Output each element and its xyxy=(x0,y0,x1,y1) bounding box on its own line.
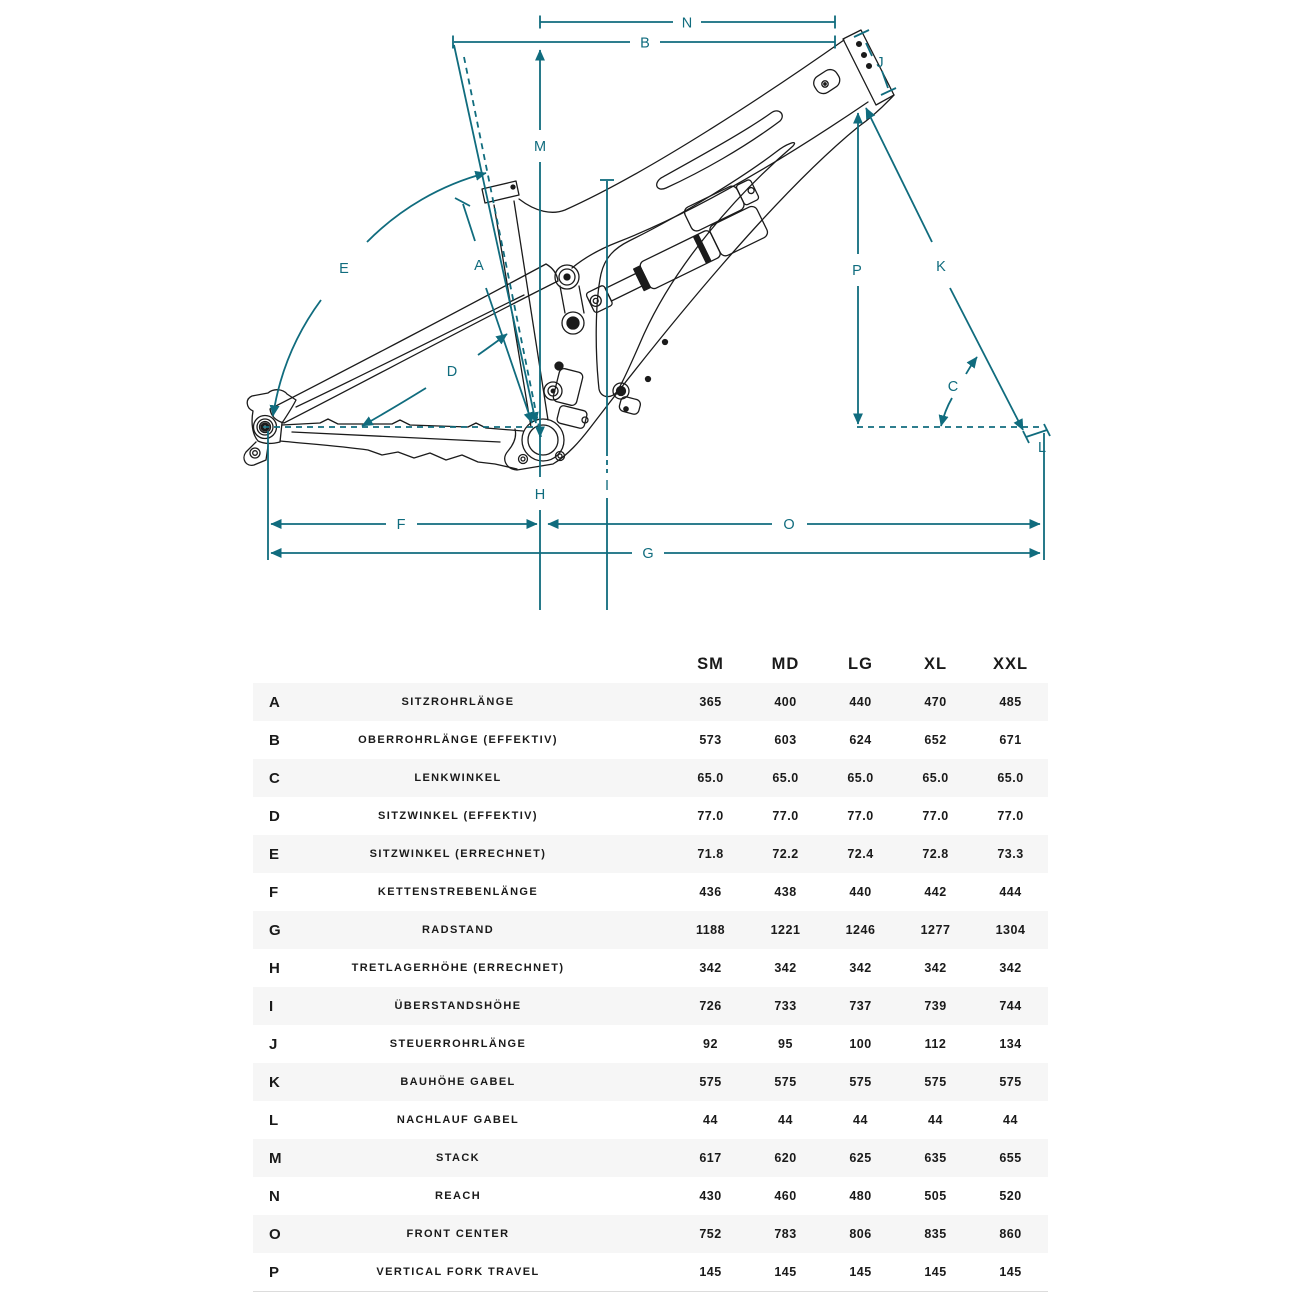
dim-label-o: O xyxy=(783,517,795,533)
value-lg: 440 xyxy=(849,885,872,899)
value-xl: 1277 xyxy=(920,923,951,937)
value-xxl: 744 xyxy=(999,999,1022,1013)
headset-spacer xyxy=(857,42,862,47)
seat-tube-axis xyxy=(464,57,541,437)
row-name: SITZWINKEL (ERRECHNET) xyxy=(369,848,547,860)
value-lg: 342 xyxy=(849,961,872,975)
dim-label-n: N xyxy=(681,15,693,32)
value-xxl: 575 xyxy=(999,1075,1022,1089)
row-letter: H xyxy=(269,959,281,977)
dim-C xyxy=(941,357,977,426)
value-sm: 77.0 xyxy=(697,809,724,823)
value-lg: 737 xyxy=(849,999,872,1013)
value-md: 603 xyxy=(774,733,797,747)
header-size-md: MD xyxy=(771,654,800,673)
value-sm: 617 xyxy=(699,1151,722,1165)
value-xxl: 65.0 xyxy=(997,771,1024,785)
row-name: ÜBERSTANDSHÖHE xyxy=(394,1000,522,1012)
value-lg: 480 xyxy=(849,1189,872,1203)
value-xxl: 671 xyxy=(999,733,1022,747)
row-letter: G xyxy=(269,921,282,939)
value-xl: 652 xyxy=(924,733,947,747)
value-xl: 342 xyxy=(924,961,947,975)
cable-port xyxy=(811,67,843,97)
row-name: TRETLAGERHÖHE (ERRECHNET) xyxy=(351,962,565,974)
value-md: 438 xyxy=(774,885,797,899)
header-size-xxl: XXL xyxy=(992,654,1029,673)
value-xl: 505 xyxy=(924,1189,947,1203)
geometry-diagram xyxy=(0,0,1300,640)
value-sm: 71.8 xyxy=(697,847,724,861)
value-md: 733 xyxy=(774,999,797,1013)
table-row-A xyxy=(253,683,1048,721)
value-md: 65.0 xyxy=(772,771,799,785)
dimension-labels xyxy=(339,16,1046,563)
value-md: 95 xyxy=(778,1037,793,1051)
dim-label-a: A xyxy=(474,258,484,274)
value-xxl: 145 xyxy=(999,1265,1022,1279)
dim-label-f: F xyxy=(396,517,406,533)
value-xl: 442 xyxy=(924,885,947,899)
row-name: OBERROHRLÄNGE (EFFEKTIV) xyxy=(358,734,558,746)
seat-clamp-bolt xyxy=(511,185,515,189)
row-letter: D xyxy=(269,807,281,825)
dim-label-d: D xyxy=(446,364,458,380)
value-lg: 77.0 xyxy=(847,809,874,823)
value-sm: 92 xyxy=(703,1037,718,1051)
row-letter: O xyxy=(269,1225,282,1243)
value-xl: 44 xyxy=(928,1113,943,1127)
headset-spacer xyxy=(862,53,867,58)
value-sm: 575 xyxy=(699,1075,722,1089)
value-sm: 365 xyxy=(699,695,722,709)
row-name: FRONT CENTER xyxy=(406,1228,510,1240)
table-row-E xyxy=(253,835,1048,873)
dim-label-m: M xyxy=(533,139,547,155)
table-row-D xyxy=(253,797,1048,835)
dim-A xyxy=(455,198,532,423)
headset-spacer xyxy=(867,64,872,69)
value-sm: 726 xyxy=(699,999,722,1013)
value-xxl: 655 xyxy=(999,1151,1022,1165)
dim-label-c: C xyxy=(947,379,959,395)
value-sm: 65.0 xyxy=(697,771,724,785)
value-xxl: 444 xyxy=(999,885,1022,899)
value-md: 783 xyxy=(774,1227,797,1241)
dim-D xyxy=(362,334,507,426)
value-sm: 436 xyxy=(699,885,722,899)
value-xl: 635 xyxy=(924,1151,947,1165)
value-xxl: 44 xyxy=(1003,1113,1018,1127)
bottle-port xyxy=(618,396,641,416)
value-lg: 100 xyxy=(849,1037,872,1051)
row-name: STACK xyxy=(435,1152,481,1164)
chain-stay-bottom xyxy=(280,441,517,469)
rear-shock xyxy=(571,177,776,319)
row-name: RADSTAND xyxy=(421,924,495,936)
value-lg: 625 xyxy=(849,1151,872,1165)
row-letter: L xyxy=(269,1111,279,1129)
table-row-G xyxy=(253,911,1048,949)
table-row-P xyxy=(253,1253,1048,1291)
value-xl: 145 xyxy=(924,1265,947,1279)
table-row-B xyxy=(253,721,1048,759)
value-sm: 44 xyxy=(703,1113,718,1127)
value-xl: 65.0 xyxy=(922,771,949,785)
row-name: KETTENSTREBENLÄNGE xyxy=(377,886,539,898)
row-letter: B xyxy=(269,731,281,749)
value-lg: 575 xyxy=(849,1075,872,1089)
row-letter: A xyxy=(269,693,281,711)
header-size-sm: SM xyxy=(697,654,724,673)
value-md: 1221 xyxy=(770,923,801,937)
row-letter: J xyxy=(269,1035,278,1053)
row-name: BAUHÖHE GABEL xyxy=(400,1076,516,1088)
value-sm: 1188 xyxy=(695,923,726,937)
chain-guide xyxy=(544,362,588,429)
table-row-F xyxy=(253,873,1048,911)
value-xl: 575 xyxy=(924,1075,947,1089)
value-lg: 806 xyxy=(849,1227,872,1241)
frame-bolt xyxy=(663,340,668,345)
table-row-H xyxy=(253,949,1048,987)
table-row-K xyxy=(253,1063,1048,1101)
dim-label-b: B xyxy=(640,35,650,52)
table-row-J xyxy=(253,1025,1048,1063)
value-lg: 624 xyxy=(849,733,872,747)
value-md: 77.0 xyxy=(772,809,799,823)
row-name: VERTICAL FORK TRAVEL xyxy=(376,1266,540,1278)
header-size-xl: XL xyxy=(923,654,948,673)
value-lg: 72.4 xyxy=(847,847,874,861)
table-row-N xyxy=(253,1177,1048,1215)
value-xl: 470 xyxy=(924,695,947,709)
value-md: 400 xyxy=(774,695,797,709)
value-lg: 1246 xyxy=(845,923,876,937)
value-xxl: 1304 xyxy=(995,923,1026,937)
value-xxl: 342 xyxy=(999,961,1022,975)
dim-label-j: J xyxy=(876,55,884,71)
value-sm: 145 xyxy=(699,1265,722,1279)
value-xxl: 520 xyxy=(999,1189,1022,1203)
row-name: SITZWINKEL (EFFEKTIV) xyxy=(378,810,538,822)
dim-label-k: K xyxy=(936,259,946,275)
dim-label-g: G xyxy=(642,546,654,562)
row-letter: M xyxy=(269,1149,282,1167)
value-lg: 44 xyxy=(853,1113,868,1127)
dim-label-p: P xyxy=(852,263,862,279)
row-letter: P xyxy=(269,1263,280,1281)
dim-label-l: L xyxy=(1037,440,1047,456)
top-tube-upper-edge xyxy=(519,40,844,212)
value-md: 44 xyxy=(778,1113,793,1127)
table-row-M xyxy=(253,1139,1048,1177)
bike-frame-drawing xyxy=(244,30,894,470)
value-xxl: 485 xyxy=(999,695,1022,709)
value-lg: 65.0 xyxy=(847,771,874,785)
row-name: REACH xyxy=(434,1190,482,1202)
table-row-I xyxy=(253,987,1048,1025)
value-sm: 752 xyxy=(699,1227,722,1241)
row-name: LENKWINKEL xyxy=(414,772,502,784)
row-name: NACHLAUF GABEL xyxy=(396,1114,520,1126)
down-tube-outer-edge xyxy=(505,95,894,470)
value-xl: 77.0 xyxy=(922,809,949,823)
dim-label-e: E xyxy=(339,261,349,277)
value-md: 460 xyxy=(774,1189,797,1203)
dim-label-i: I xyxy=(604,478,610,494)
value-lg: 145 xyxy=(849,1265,872,1279)
value-xxl: 77.0 xyxy=(997,809,1024,823)
value-xl: 739 xyxy=(924,999,947,1013)
value-md: 342 xyxy=(774,961,797,975)
value-xxl: 860 xyxy=(999,1227,1022,1241)
frame-bolt xyxy=(646,377,651,382)
chain-stay-top xyxy=(282,419,523,431)
value-xxl: 73.3 xyxy=(997,847,1024,861)
seat-angle-line xyxy=(454,45,536,423)
table-row-O xyxy=(253,1215,1048,1253)
row-letter: C xyxy=(269,769,281,787)
header-size-lg: LG xyxy=(848,654,873,673)
row-letter: F xyxy=(269,883,279,901)
value-xl: 72.8 xyxy=(922,847,949,861)
value-md: 620 xyxy=(774,1151,797,1165)
dim-label-h: H xyxy=(534,487,546,503)
geometry-table xyxy=(253,645,1048,1292)
value-md: 575 xyxy=(774,1075,797,1089)
value-md: 145 xyxy=(774,1265,797,1279)
value-xl: 835 xyxy=(924,1227,947,1241)
row-letter: E xyxy=(269,845,280,863)
value-sm: 430 xyxy=(699,1189,722,1203)
value-sm: 342 xyxy=(699,961,722,975)
value-sm: 573 xyxy=(699,733,722,747)
dimension-lines xyxy=(263,16,1050,611)
row-letter: K xyxy=(269,1073,281,1091)
row-letter: N xyxy=(269,1187,281,1205)
table-header-row xyxy=(253,645,1048,683)
row-name: STEUERROHRLÄNGE xyxy=(389,1038,527,1050)
row-letter: I xyxy=(269,997,274,1015)
value-lg: 440 xyxy=(849,695,872,709)
value-xl: 112 xyxy=(924,1037,947,1051)
value-xxl: 134 xyxy=(999,1037,1022,1051)
table-row-L xyxy=(253,1101,1048,1139)
row-name: SITZROHRLÄNGE xyxy=(401,696,515,708)
value-md: 72.2 xyxy=(772,847,799,861)
table-row-C xyxy=(253,759,1048,797)
